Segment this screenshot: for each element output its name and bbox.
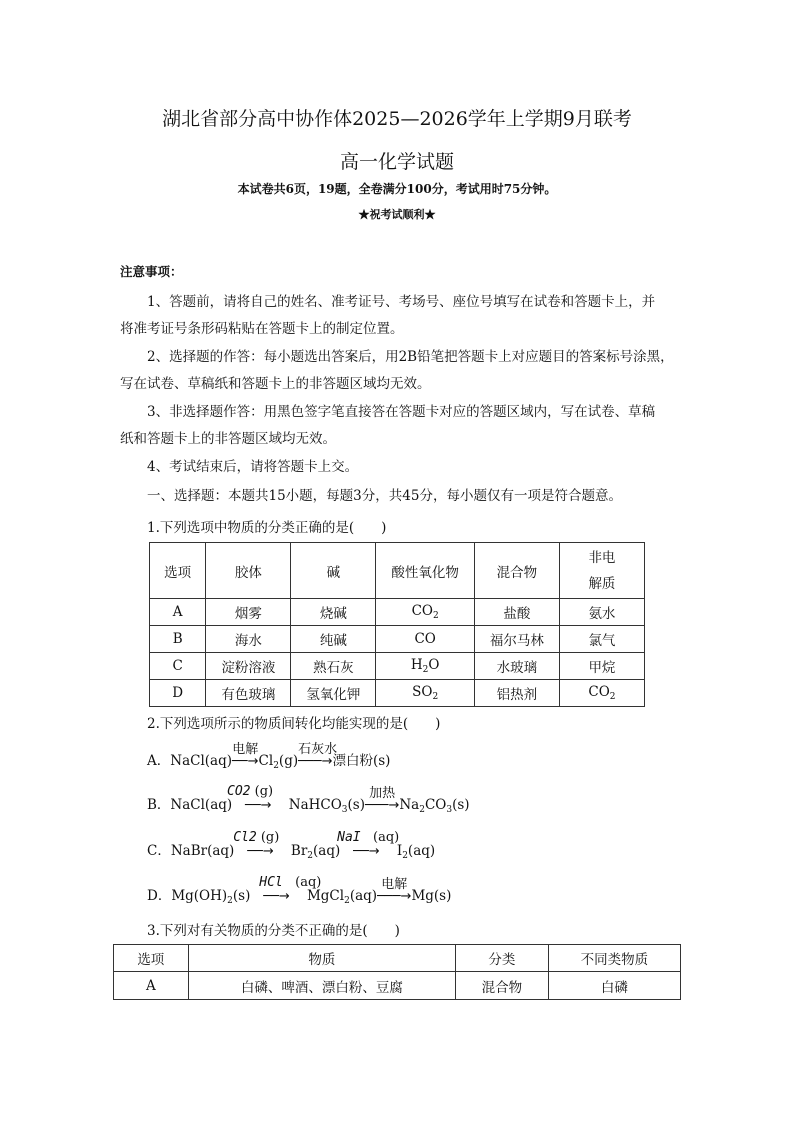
- q1-stem: 1.下列选项中物质的分类正确的是( ): [147, 520, 387, 536]
- q1-cell-sub: 2: [432, 692, 439, 702]
- arrow-label: 电解: [381, 877, 408, 892]
- q1-cell-text: O: [428, 657, 440, 673]
- q3-header-cell: 不同类物质: [548, 945, 680, 972]
- reaction-arrow: [233, 830, 280, 859]
- note-1-line-1: 1、答题前，请将自己的姓名、准考证号、考场号、座位号填写在试卷和答题卡上，并: [147, 294, 656, 310]
- q1-header-nonelec-line-1: 非电: [588, 549, 616, 566]
- q1-cell: 铝热剂: [474, 680, 559, 707]
- q1-cell-sub: 2: [432, 611, 439, 621]
- q1-header-nonelec-line-2: 解质: [588, 575, 616, 592]
- arrow-line: ──→: [247, 844, 274, 859]
- q1-header-cell: [559, 543, 644, 599]
- q1-cell-text: CO: [588, 684, 610, 700]
- q3-row: [114, 972, 681, 1000]
- q1-row: [150, 653, 645, 680]
- q3-stem: 3.下列对有关物质的分类不正确的是( ): [147, 923, 400, 939]
- q1-cell: 淀粉溶液: [206, 653, 291, 680]
- q1-cell: 盐酸: [474, 599, 559, 626]
- arrow-line: ───→: [364, 798, 400, 813]
- reaction-arrow: [231, 742, 259, 769]
- species: (aq): [407, 843, 436, 859]
- reaction-arrow: [227, 784, 274, 813]
- species: (aq): [349, 888, 378, 904]
- q1-header-cell: 酸性氧化物: [376, 543, 474, 599]
- species: (s): [452, 797, 470, 813]
- arrow-label-formula: NaI: [337, 830, 361, 845]
- note-3-line-1: 3、非选择题作答：用黑色签字笔直接答在答题卡对应的答题区域内，写在试卷、草稿: [147, 404, 656, 420]
- q1-cell-text: H: [410, 657, 423, 673]
- q1-cell: [376, 653, 474, 680]
- species: Mg(OH): [171, 888, 228, 904]
- species: (aq): [313, 843, 341, 859]
- q1-row: [150, 626, 645, 653]
- species: Mg(s): [411, 888, 452, 904]
- note-2-line-2: 写在试卷、草稿纸和答题卡上的非答题区域均无效。: [120, 376, 431, 392]
- species-sub: 3: [341, 805, 348, 815]
- species: NaCl(aq): [170, 797, 233, 813]
- species: (s): [232, 888, 251, 904]
- note-1-line-2: 将准考证号条形码粘贴在答题卡上的制定位置。: [120, 321, 404, 337]
- species: I: [396, 843, 403, 859]
- q1-cell-text: SO: [412, 684, 433, 700]
- reaction-arrow: [377, 877, 412, 904]
- q3-header-cell: 选项: [114, 945, 189, 972]
- q1-cell: 纯碱: [291, 626, 376, 653]
- q1-cell: 烟雾: [206, 599, 291, 626]
- arrow-label-formula: HCl: [259, 875, 283, 890]
- arrow-line: ──→: [231, 754, 259, 769]
- section-1-heading: 一、选择题：本题共15小题，每题3分，共45分，每小题仅有一项是符合题意。: [147, 488, 622, 504]
- species: (s): [347, 797, 365, 813]
- note-2-line-1: 2、选择题的作答：每小题选出答案后，用2B铅笔把答题卡上对应题目的答案标号涂黑，: [147, 349, 674, 365]
- arrow-label: [259, 875, 321, 890]
- q3-cell: 白磷、啤酒、漂白粉、豆腐: [188, 972, 456, 1000]
- species-sub: 3: [446, 805, 453, 815]
- q3-cell: 白磷: [548, 972, 680, 1000]
- arrow-label: [337, 830, 399, 845]
- q1-header-cell: 胶体: [206, 543, 291, 599]
- species-sub: 2: [344, 896, 350, 906]
- arrow-label: [233, 830, 279, 845]
- note-4: 4、考试结束后，请将答题卡上交。: [147, 459, 359, 475]
- q2-stem: 2.下列选项所示的物质间转化均能实现的是( ): [147, 716, 441, 732]
- q3-header-cell: 分类: [456, 945, 549, 972]
- q1-cell: 海水: [206, 626, 291, 653]
- species-sub: 2: [273, 761, 279, 771]
- exam-subtitle: 高一化学试题: [339, 151, 454, 173]
- reaction-arrow: [337, 830, 400, 859]
- species: Na: [399, 797, 420, 813]
- species-sub: 2: [419, 805, 425, 815]
- notes-heading: 注意事项：: [120, 264, 183, 279]
- arrow-label-state: (g): [254, 784, 274, 799]
- q1-table: [149, 542, 645, 707]
- option-label: A．: [147, 753, 171, 769]
- species: NaCl(aq): [170, 753, 232, 769]
- arrow-line: ──→: [245, 798, 272, 813]
- arrow-label-formula: CO2: [227, 784, 251, 799]
- arrow-label: 电解: [232, 742, 259, 757]
- option-label: D．: [147, 888, 172, 904]
- q3-cell: 混合物: [456, 972, 549, 1000]
- q1-cell: CO: [376, 626, 474, 653]
- q1-cell: 熟石灰: [291, 653, 376, 680]
- species: MgCl: [306, 888, 345, 904]
- note-3-line-2: 纸和答题卡上的非答题区域均无效。: [120, 431, 336, 447]
- q3-table: [113, 944, 681, 1000]
- q2-option-d: [147, 875, 452, 906]
- species: (g): [278, 753, 299, 769]
- q2-option-c: [147, 830, 436, 861]
- q1-header-row: [150, 543, 645, 599]
- q1-cell: [376, 680, 474, 707]
- q1-cell: C: [150, 653, 206, 680]
- q2-option-a: [147, 742, 391, 771]
- option-label: B．: [147, 797, 171, 813]
- q1-header-cell: 碱: [291, 543, 376, 599]
- arrow-line: ───→: [298, 754, 333, 769]
- option-label: C．: [147, 843, 171, 859]
- q1-cell: B: [150, 626, 206, 653]
- q1-cell: 氢氧化钾: [291, 680, 376, 707]
- q1-cell: 甲烷: [559, 653, 644, 680]
- exam-title: 湖北省部分高中协作体2025—2026学年上学期9月联考: [162, 108, 632, 130]
- species: CO: [424, 797, 447, 813]
- species: Br: [290, 843, 308, 859]
- arrow-label-state: (aq): [373, 830, 400, 845]
- q3-header-cell: 物质: [188, 945, 456, 972]
- q1-cell-sub: 2: [609, 692, 616, 702]
- species: 漂白粉(s): [332, 753, 391, 769]
- q1-row: [150, 599, 645, 626]
- species-sub: 2: [227, 896, 233, 906]
- arrow-line: ──→: [263, 889, 290, 904]
- arrow-label: 加热: [369, 786, 396, 801]
- q1-cell: 福尔马林: [474, 626, 559, 653]
- arrow-label: [227, 784, 273, 799]
- arrow-line: ──→: [353, 844, 380, 859]
- species-sub: 2: [307, 851, 314, 861]
- q1-cell: D: [150, 680, 206, 707]
- q1-cell: 烧碱: [291, 599, 376, 626]
- q1-cell: [559, 680, 644, 707]
- q1-cell: [376, 599, 474, 626]
- q2-option-b: [147, 784, 470, 815]
- arrow-label-state: (aq): [295, 875, 322, 890]
- q3-header-row: [114, 945, 681, 972]
- q3-cell: A: [114, 972, 189, 1000]
- q1-cell-text: CO: [411, 603, 433, 619]
- arrow-label-state: (g): [260, 830, 280, 845]
- q1-header-cell: 选项: [150, 543, 206, 599]
- q1-header-cell: 混合物: [474, 543, 559, 599]
- q1-cell: 水玻璃: [474, 653, 559, 680]
- q1-cell: 有色玻璃: [206, 680, 291, 707]
- arrow-label: 石灰水: [298, 742, 338, 757]
- reaction-arrow: [298, 742, 338, 769]
- arrow-line: ───→: [377, 889, 412, 904]
- q1-cell-sub: 2: [422, 665, 429, 675]
- species: NaBr(aq): [170, 843, 235, 859]
- q1-cell: A: [150, 599, 206, 626]
- q1-cell: 氯气: [559, 626, 644, 653]
- exam-info: 本试卷共6页，19题，全卷满分100分，考试用时75分钟。: [237, 182, 557, 196]
- arrow-label-formula: Cl2: [233, 830, 257, 845]
- reaction-arrow: [259, 875, 322, 904]
- species: Cl: [258, 753, 274, 769]
- species-sub: 2: [402, 851, 408, 861]
- q1-row: [150, 680, 645, 707]
- exam-wish: ★祝考试顺利★: [358, 208, 436, 221]
- species: NaHCO: [288, 797, 342, 813]
- q1-cell: 氨水: [559, 599, 644, 626]
- reaction-arrow: [364, 786, 400, 813]
